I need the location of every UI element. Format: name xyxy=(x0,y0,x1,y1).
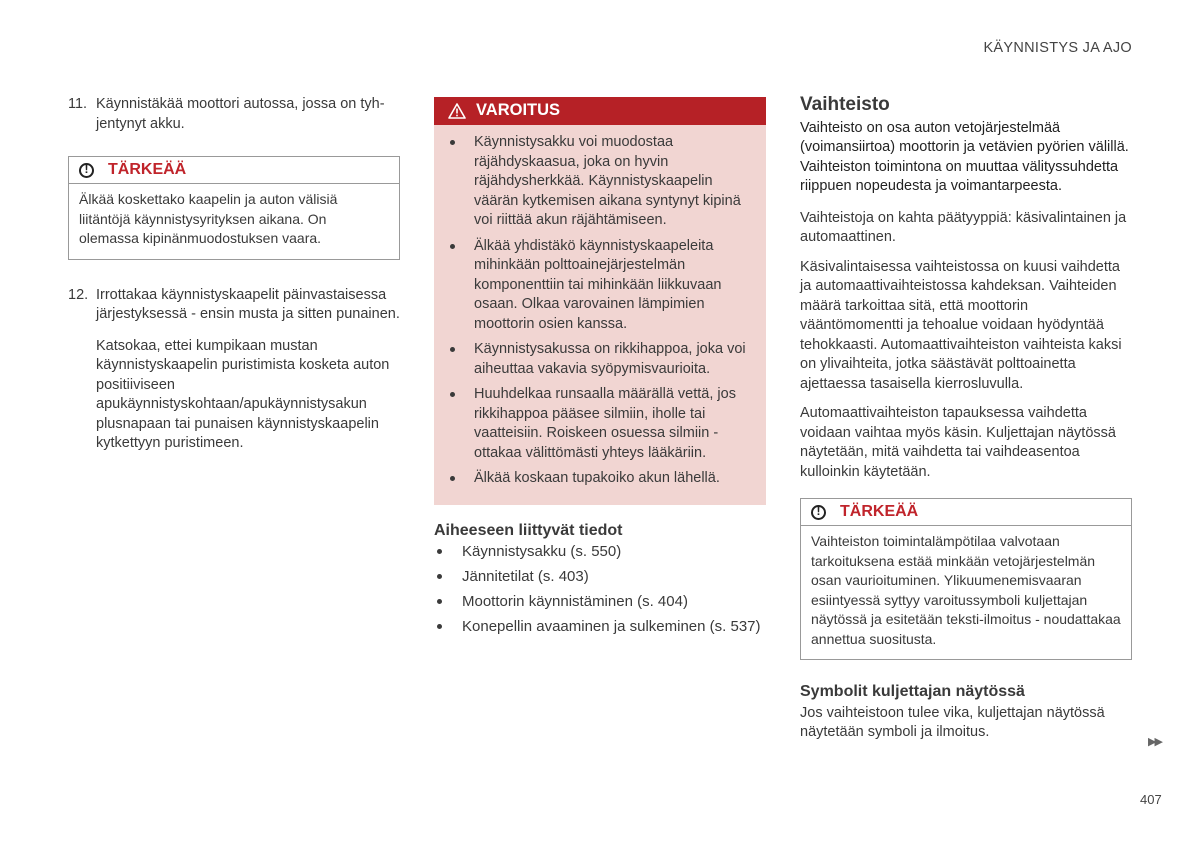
list-item: Käynnistysakku voi muodostaa räjähdyskaasua, joka on hyvin räjähdysherkkää. Käynnistyskaapelin väärän kytkemisen aikana syntynyt kipinä voi riittää akun räjähtämiseen. xyxy=(446,133,754,231)
warning-header xyxy=(434,97,766,125)
list-item: Käynnistysakussa on rikkihappoa, joka voi aiheuttaa vakavia syöpymisvaurioita. xyxy=(446,340,754,379)
list-item: Älkää yhdistäkö käynnistyskaapeleita mihinkään polttoainejärjestelmän komponenttiin tai mihinkään liikkuvaan osaan. Olkaa varovainen lämpimien moottorin osien kanssa. xyxy=(446,237,754,335)
exclamation-circle-icon: ! xyxy=(811,505,826,520)
notice-title: TÄRKEÄÄ xyxy=(840,503,919,521)
section-header: KÄYNNISTYS JA AJO xyxy=(983,40,1132,56)
double-triangle-right-icon: ▶▶ xyxy=(1148,736,1161,748)
related-link[interactable]: Käynnistysakku (s. 550) xyxy=(434,542,766,562)
lead-paragraph: Vaihteisto on osa auton vetojärjestelmää (voimansiirtoa) moottorin ja vetävien pyörien välillä. Vaihteiston toimintona on muuttaa välityssuhdetta riippuen nopeudesta ja voimantarpeesta. xyxy=(800,119,1129,194)
step-11 xyxy=(68,95,400,134)
paragraph: Jos vaihteistoon tulee vika, kuljettajan näytössä näytetään symboli ja ilmoitus. xyxy=(800,704,1105,740)
paragraph: Automaattivaihteiston tapauksessa vaihdetta voidaan vaihtaa myös käsin. Kuljettajan näytössä näytetään, mitä vaihdetta tai vaihdeasentoa kulloinkin käytetään. xyxy=(800,405,1116,480)
important-notice xyxy=(68,156,400,260)
warning-list xyxy=(446,133,754,489)
warning-title: VAROITUS xyxy=(476,101,561,120)
section-title: Vaihteisto xyxy=(800,94,890,115)
left-column xyxy=(68,95,400,468)
list-item: Älkää koskaan tupakoiko akun lähellä. xyxy=(446,469,754,489)
step-number: 12. xyxy=(68,286,89,303)
step-number: 11. xyxy=(68,96,88,112)
notice-header xyxy=(801,499,1131,526)
bullet-icon xyxy=(434,617,462,637)
subsection-title: Symbolit kuljettajan näytössä xyxy=(800,683,1025,700)
important-notice xyxy=(800,498,1132,660)
notice-title: TÄRKEÄÄ xyxy=(108,161,187,179)
notice-text: Vaihteiston toimintalämpötilaa valvotaan tarkoituksena estää minkään vetojärjestelmän osan vaurioituminen. Ylikuumenemisvaaran esiintyessä syttyy varoitussymboli kuljettajan näytössä ja esitetään teksti-ilmoitus - noudattakaa annettua suositusta. xyxy=(811,533,1121,647)
related-list xyxy=(434,542,766,637)
bullet-icon xyxy=(446,237,474,335)
list-item: Huuhdelkaa runsaalla määrällä vettä, jos rikkihappoa pääsee silmiin, iholle tai vaatteisiin. Roiskeen osuessa silmiin - ottakaa välittömästi yhteys lääkäriin. xyxy=(446,385,754,463)
bullet-icon xyxy=(434,542,462,562)
step-note: Katsokaa, ettei kumpikaan mustan käynnistyskaapelin puristimista kosketa auton positiiviseen apukäynnistyskohtaan/apukäynnistysakun plusnapaan tai punaisen käynnistyskaapelin kytkettyyn puristimeen. xyxy=(96,337,390,451)
notice-text: Älkää koskettako kaapelin ja auton välisiä liitäntöjä käynnistysyrityksen aikana. On olemassa kipinänmuodostuksen vaara. xyxy=(79,191,338,246)
bullet-icon xyxy=(446,133,474,231)
notice-header xyxy=(69,157,399,184)
paragraph: Vaihteistoja on kahta päätyyppiä: käsivalintainen ja automaattinen. xyxy=(800,209,1127,245)
warning-box xyxy=(434,97,766,505)
step-12 xyxy=(68,286,400,454)
related-link[interactable]: Konepellin avaaminen ja sulkeminen (s. 537) xyxy=(434,617,766,637)
related-link[interactable]: Jännitetilat (s. 403) xyxy=(434,567,766,587)
bullet-icon xyxy=(446,469,474,489)
bullet-icon xyxy=(446,340,474,379)
page-number: 407 xyxy=(1140,792,1162,807)
bullet-icon xyxy=(434,567,462,587)
related-title: Aiheeseen liittyvät tiedot xyxy=(434,521,623,539)
bullet-icon xyxy=(434,592,462,612)
right-column xyxy=(800,95,1132,753)
step-text: Käynnistäkää moottori autossa, jossa on tyh- jentynyt akku. xyxy=(96,96,385,132)
related-link[interactable]: Moottorin käynnistäminen (s. 404) xyxy=(434,592,766,612)
warning-triangle-icon xyxy=(448,103,466,119)
step-text: Irrottakaa käynnistyskaapelit päinvastaisessa järjestyksessä - ensin musta ja sitten punainen. xyxy=(96,286,400,322)
middle-column xyxy=(434,97,766,642)
exclamation-circle-icon: ! xyxy=(79,163,94,178)
related-info xyxy=(434,521,766,638)
paragraph: Käsivalintaisessa vaihteistossa on kuusi vaihdetta ja automaattivaihteistossa kahdeksan. Vaihteiden määrä tarkoittaa sitä, että moottorin vääntömomentti ja tehoalue voidaan hyödyntää tehokkaasti. Automaattivaihteiston vaihteista kaksi on ylivaihteita, jotka säästävät polttoainetta ajettaessa tasaisella kierrosluvulla. xyxy=(800,258,1122,392)
bullet-icon xyxy=(446,385,474,463)
